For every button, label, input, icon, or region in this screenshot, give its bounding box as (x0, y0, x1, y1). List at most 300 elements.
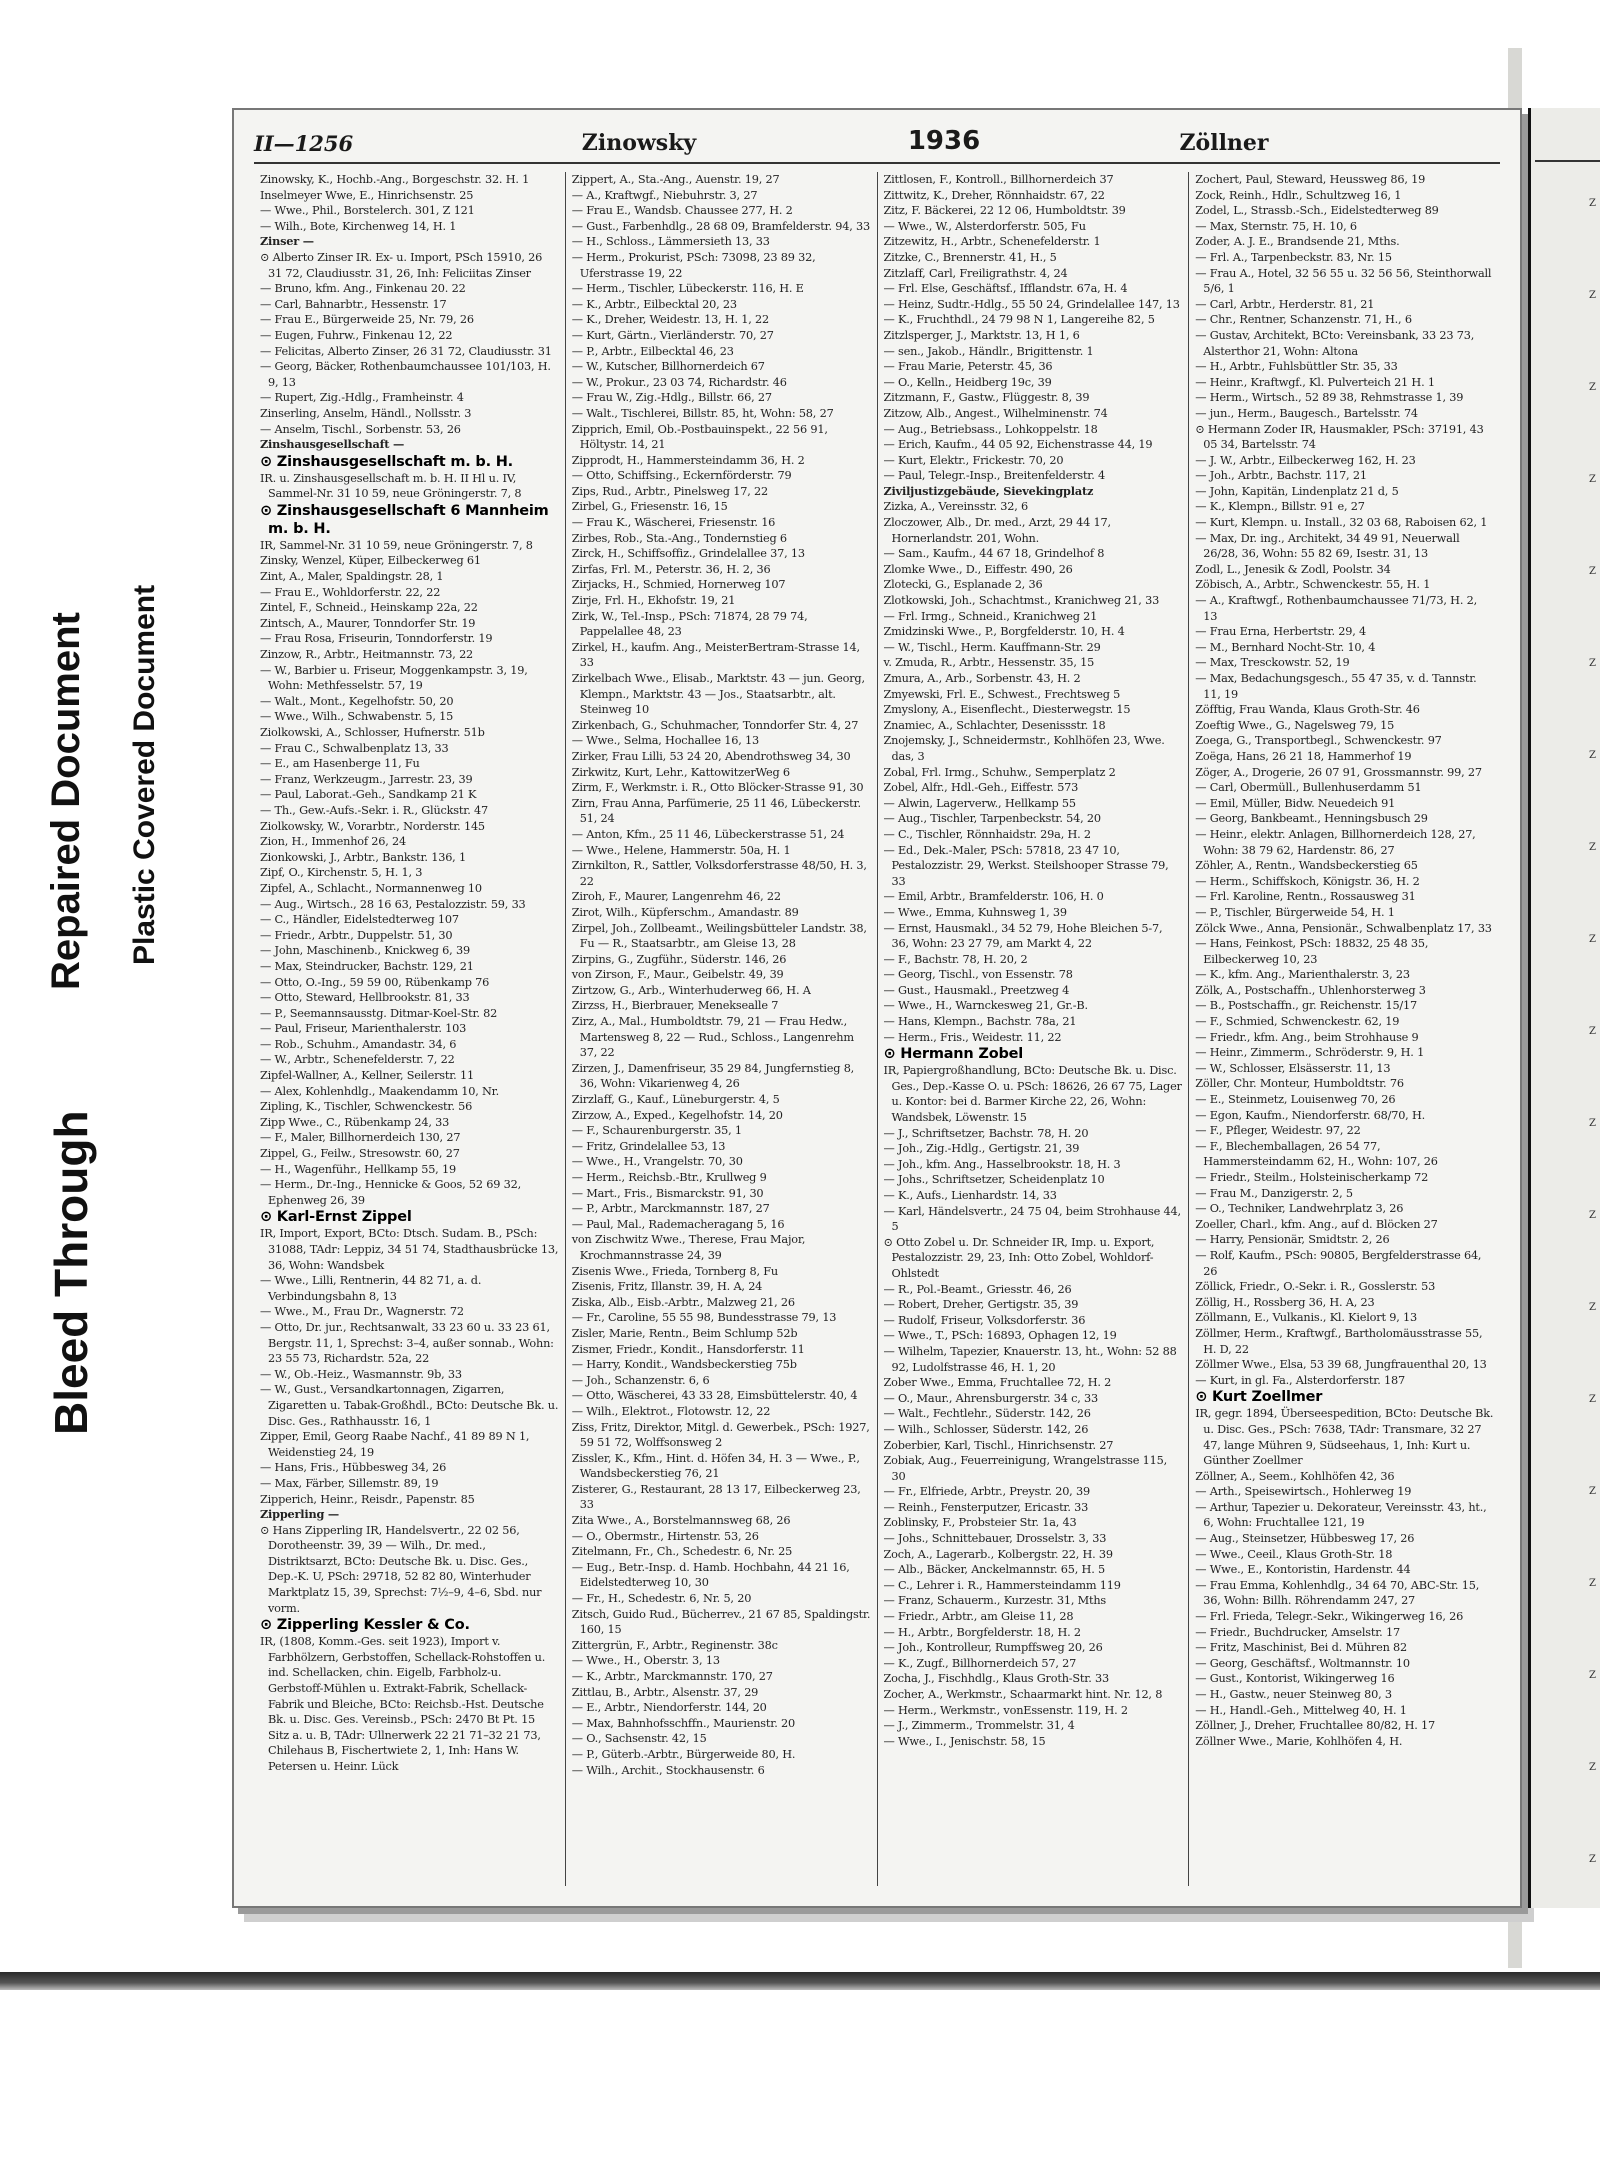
directory-entry: Zips, Rud., Arbtr., Pinelsweg 17, 22 (571, 484, 768, 498)
directory-entry: Zint, A., Maler, Spaldingstr. 28, 1 (260, 570, 444, 584)
surname-heading: Zinser — (260, 234, 314, 249)
directory-entry: Zöller, Chr. Monteur, Humboldtstr. 76 (1195, 1077, 1404, 1091)
next-page-letter: Z (1589, 1854, 1596, 1865)
directory-entry: — Aug., Tischler, Tarpenbeckstr. 54, 20 (883, 812, 1101, 826)
directory-entry: Zöllig, H., Rossberg 36, H. A, 23 (1195, 1295, 1375, 1309)
directory-entry: — Max, Sternstr. 75, H. 10, 6 (1195, 219, 1357, 233)
directory-entry: — J. W., Arbtr., Eilbeckerweg 162, H. 23 (1195, 453, 1416, 467)
directory-entry: — O., Maur., Ahrensburgerstr. 34 c, 33 (883, 1391, 1099, 1405)
directory-entry: — Wwe., W., Alsterdorferstr. 505, Fu (883, 219, 1086, 233)
directory-entry: — Wilhelm, Tapezier, Knauerstr. 13, ht., Wohn: 52 88 92, Ludolfstrasse 46, H. 1, 20 (883, 1344, 1177, 1374)
directory-entry: — F., Bachstr. 78, H. 20, 2 (883, 952, 1028, 966)
directory-entry: — Herm., Dr.-Ing., Hennicke & Goos, 52 69 32, Ephenweg 26, 39 (260, 1178, 521, 1207)
directory-entry: Zirpins, G., Zugführ., Süderstr. 146, 26 (571, 952, 787, 966)
directory-year: 1936 (907, 126, 981, 156)
next-page-letter: Z (1589, 934, 1596, 945)
directory-entry: Zoeller, Charl., kfm. Ang., auf d. Blöcken 27 (1195, 1217, 1438, 1231)
next-page-letter: Z (1589, 566, 1596, 577)
directory-entry: Zittergrün, F., Arbtr., Reginenstr. 38c (571, 1638, 778, 1652)
directory-entry: Zirfas, Frl. M., Peterstr. 36, H. 2, 36 (571, 562, 771, 576)
directory-entry: Zittwitz, K., Dreher, Rönnhaidstr. 67, 22 (883, 188, 1105, 202)
directory-entry: — Frau C., Schwalbenplatz 13, 33 (260, 741, 449, 755)
directory-entry: Zirkelbach Wwe., Elisab., Marktstr. 43 — jun. Georg, Klempn., Marktstr. 43 — Jos., Staatsarbtr., alt. Steinweg 10 (571, 672, 865, 717)
directory-entry: Zöllick, Friedr., O.-Sekr. i. R., Gosslerstr. 53 (1195, 1280, 1436, 1294)
bleed-through-stamp: Bleed Through (45, 1110, 97, 1435)
directory-entry: — Paul, Friseur, Marienthalerstr. 103 (260, 1022, 467, 1036)
directory-entry: — Frau K., Wäscherei, Friesenstr. 16 (571, 516, 776, 530)
directory-entry: — Otto, Steward, Hellbrookstr. 81, 33 (260, 991, 470, 1005)
directory-entry: Ziss, Fritz, Direktor, Mitgl. d. Gewerbek., PSch: 1927, 59 51 72, Wolffsonsweg 2 (571, 1420, 870, 1450)
directory-entry: — Georg, Bankbeamt., Henningsbusch 29 (1195, 812, 1428, 826)
directory-entry: — Joh., kfm. Ang., Hasselbrookstr. 18, H. 3 (883, 1157, 1121, 1171)
directory-entry: Zmyewski, Frl. E., Schwest., Frechtsweg 5 (883, 687, 1121, 701)
directory-entry: — Frau A., Hotel, 32 56 55 u. 32 56 56, Steinthorwall 5/6, 1 (1195, 266, 1492, 296)
next-page-letter: Z (1589, 1486, 1596, 1497)
directory-entry: — sen., Jakob., Händlr., Brigittenstr. 1 (883, 344, 1094, 358)
directory-entry: Zöhler, A., Rentn., Wandsbeckerstieg 65 (1195, 859, 1418, 873)
directory-entry: Zloczower, Alb., Dr. med., Arzt, 29 44 17, Hornerlandstr. 201, Wohn. (883, 516, 1111, 545)
directory-entry: — H., Schloss., Lämmersieth 13, 33 (571, 235, 770, 249)
scanner-bed-edge (0, 1972, 1600, 1990)
directory-column-2 (566, 172, 878, 1886)
directory-entry: — W., Schlosser, Elsässerstr. 11, 13 (1195, 1061, 1391, 1075)
directory-entry: Zoeftig Wwe., G., Nagelsweg 79, 15 (1195, 718, 1395, 732)
directory-entry: — O., Kelln., Heidberg 19c, 39 (883, 375, 1052, 389)
directory-entry: — Wwe., Helene, Hammerstr. 50a, H. 1 (571, 843, 791, 857)
directory-entry: — Hans, Klempn., Bachstr. 78a, 21 (883, 1015, 1077, 1029)
directory-entry: Zmidzinski Wwe., P., Borgfelderstr. 10, H. 4 (883, 625, 1125, 639)
directory-entry: — Max, Dr. ing., Architekt, 34 49 91, Neuerwall 26/28, 36, Wohn: 55 82 69, Isestr. 31, 13 (1195, 531, 1460, 561)
directory-entry: Zölk, A., Postschaffn., Uhlenhorsterweg 3 (1195, 983, 1426, 997)
directory-entry: — Georg, Bäcker, Rothenbaumchaussee 101/103, H. 9, 13 (260, 360, 551, 389)
directory-entry: — B., Postschaffn., gr. Reichenstr. 15/17 (1195, 999, 1418, 1013)
directory-entry: — Wilh., Schlosser, Süderstr. 142, 26 (883, 1422, 1089, 1436)
directory-entry: — Anton, Kfm., 25 11 46, Lübeckerstrasse 51, 24 (571, 827, 845, 841)
directory-entry: — Joh., Kontrolleur, Rumpffsweg 20, 26 (883, 1641, 1103, 1655)
directory-entry: — F., Schaurenburgerstr. 35, 1 (571, 1124, 742, 1138)
directory-entry: Zion, H., Immenhof 26, 24 (260, 835, 406, 849)
directory-entry: Zisler, Marie, Rentn., Beim Schlump 52b (571, 1326, 798, 1340)
directory-entry: — Fr., H., Schedestr. 6, Nr. 5, 20 (571, 1592, 752, 1606)
directory-entry: Zöbisch, A., Arbtr., Schwenckestr. 55, H. 1 (1195, 578, 1431, 592)
directory-entry: — Wwe., M., Frau Dr., Wagnerstr. 72 (260, 1305, 464, 1319)
directory-entry: Zöllmer, Herm., Kraftwgf., Bartholomäusstrasse 55, H. D, 22 (1195, 1326, 1483, 1356)
next-page-letter: Z (1589, 474, 1596, 485)
page-reference: II—1256 (254, 131, 354, 156)
directory-entry: Zintsch, A., Maurer, Tonndorfer Str. 19 (260, 616, 476, 630)
directory-entry: — K., Klempn., Billstr. 91 e, 27 (1195, 500, 1365, 514)
directory-entry: — Gust., Farbenhdlg., 28 68 09, Bramfelderstr. 94, 33 (571, 219, 871, 233)
directory-entry: Zirkwitz, Kurt, Lehr., KattowitzerWeg 6 (571, 765, 790, 779)
directory-entry: — Alwin, Lagerverw., Hellkamp 55 (883, 796, 1076, 810)
directory-entry: Zita Wwe., A., Borstelmannsweg 68, 26 (571, 1514, 791, 1528)
directory-entry: — W., Prokur., 23 03 74, Richardstr. 46 (571, 375, 787, 389)
directory-entry: — Rudolf, Friseur, Volksdorferstr. 36 (883, 1313, 1086, 1327)
directory-entry: — Frau E., Wohldorferstr. 22, 22 (260, 585, 441, 599)
directory-entry: von Zirson, F., Maur., Geibelstr. 49, 39 (571, 968, 784, 982)
directory-entry: — P., Tischler, Bürgerweide 54, H. 1 (1195, 905, 1395, 919)
directory-entry: Zisenis, Fritz, Illanstr. 39, H. A, 24 (571, 1280, 763, 1294)
directory-entry: IR, gegr. 1894, Überseespedition, BCto: Deutsche Bk. u. Disc. Ges., PSch: 7638, TAdr: Transmare, 32 27 47, lange Mühren 9, Südseehaus, 1, Inh: Kurt u. Günther Zoellmer (1195, 1407, 1494, 1468)
directory-entry: — Aug., Betriebsass., Lohkoppelstr. 18 (883, 422, 1098, 436)
next-page-letter: Z (1589, 290, 1596, 301)
directory-entry: — Eugen, Fuhrw., Finkenau 12, 22 (260, 328, 453, 342)
directory-entry: — O., Sachsenstr. 42, 15 (571, 1732, 707, 1746)
directory-entry: — Johs., Schriftsetzer, Scheidenplatz 10 (883, 1173, 1105, 1187)
directory-entry: — Alex, Kohlenhdlg., Maakendamm 10, Nr. (260, 1084, 500, 1098)
directory-entry: Zirje, Frl. H., Ekhofstr. 19, 21 (571, 594, 736, 608)
last-entry-name: Zöllner (1179, 130, 1269, 156)
next-page-letter: Z (1589, 1302, 1596, 1313)
first-entry-name: Zinowsky (581, 130, 697, 156)
directory-entry: Zittlau, B., Arbtr., Alsenstr. 37, 29 (571, 1685, 759, 1699)
directory-entry: Ziolkowsky, W., Vorarbtr., Norderstr. 145 (260, 819, 485, 833)
directory-entry: — Friedr., Buchdrucker, Amselstr. 17 (1195, 1625, 1400, 1639)
directory-entry: Zobal, Frl. Irmg., Schuhw., Semperplatz 2 (883, 765, 1116, 779)
directory-entry: — Paul, Laborat.-Geh., Sandkamp 21 K (260, 788, 477, 802)
directory-entry: — Kurt, Klempn. u. Install., 32 03 68, Raboisen 62, 1 (1195, 516, 1488, 530)
scanner-top (0, 0, 1600, 48)
directory-column-3 (878, 172, 1190, 1886)
directory-entry: Zöfftig, Frau Wanda, Klaus Groth-Str. 46 (1195, 703, 1420, 717)
directory-entry: — Otto, Schiffsing., Eckernförderstr. 79 (571, 469, 792, 483)
directory-entry: Zoder, A. J. E., Brandsende 21, Mths. (1195, 235, 1400, 249)
directory-entry: — Gustav, Architekt, BCto: Vereinsbank, 33 23 73, Alsterthor 21, Wohn: Altona (1195, 328, 1475, 358)
directory-entry: — Georg, Geschäftsf., Woltmannstr. 10 (1195, 1656, 1410, 1670)
directory-entry: — Wilh., Bote, Kirchenweg 14, H. 1 (260, 219, 457, 233)
next-page-letter: Z (1589, 1578, 1596, 1589)
directory-entry: Zirnkilton, R., Sattler, Volksdorferstrasse 48/50, H. 3, 22 (571, 859, 867, 888)
directory-entry: — Kurt, Elektr., Frickestr. 70, 20 (883, 453, 1064, 467)
directory-entry: — A., Kraftwgf., Niebuhrstr. 3, 27 (571, 188, 758, 202)
directory-entry: Zitzlaff, Carl, Freiligrathstr. 4, 24 (883, 266, 1068, 280)
directory-entry: — John, Kapitän, Lindenplatz 21 d, 5 (1195, 484, 1399, 498)
directory-entry: Zisenis Wwe., Frieda, Tornberg 8, Fu (571, 1264, 778, 1278)
directory-entry: — Wwe., H., Warnckesweg 21, Gr.-B. (883, 999, 1088, 1013)
directory-entry: — E., am Hasenberge 11, Fu (260, 757, 420, 771)
plastic-covered-stamp: Plastic Covered Document (128, 584, 161, 965)
directory-entry: Zipfel-Wallner, A., Kellner, Seilerstr. 11 (260, 1069, 474, 1083)
directory-entry: — Herm., Prokurist, PSch: 73098, 23 89 32, Uferstrasse 19, 22 (571, 250, 816, 280)
directory-entry: Zirck, H., Schiffsoffiz., Grindelallee 37, 13 (571, 547, 805, 561)
directory-entry: — H., Arbtr., Borgfelderstr. 18, H. 2 (883, 1625, 1081, 1639)
directory-entry: Zitzlsperger, J., Marktstr. 13, H 1, 6 (883, 328, 1080, 342)
directory-entry: Zitsch, Guido Rud., Bücherrev., 21 67 85, Spaldingstr. 160, 15 (571, 1607, 871, 1637)
directory-entry: — Rob., Schuhm., Amandastr. 34, 6 (260, 1037, 457, 1051)
directory-entry: ⊙ Hans Zipperling IR, Handelsvertr., 22 02 56, Dorotheenstr. 39, 39 — Wilh., Dr. med., Distriktsarzt, BCto: Deutsche Bk. u. Disc. Ges., Dep.-K. U, PSch: 29718, 52 82 80, Winterhuder Marktplatz 15, 39, Sprechst: 7½–9, 4–6, Sbd. nur vorm. (260, 1523, 542, 1615)
directory-entry: Zocher, A., Werkmstr., Schaarmarkt hint. Nr. 12, 8 (883, 1688, 1163, 1701)
directory-entry: — Frau Marie, Peterstr. 45, 36 (883, 360, 1053, 374)
directory-entry: — Wwe., H., Oberstr. 3, 13 (571, 1654, 720, 1668)
directory-entry: Zirm, F., Werkmstr. i. R., Otto Blöcker-Strasse 91, 30 (571, 781, 864, 795)
directory-entry: — K., Arbtr., Marckmannstr. 170, 27 (571, 1670, 773, 1683)
next-page-letter: Z (1589, 750, 1596, 761)
directory-entry: — Heinr., Zimmerm., Schröderstr. 9, H. 1 (1195, 1046, 1425, 1060)
directory-entry: — Aug., Wirtsch., 28 16 63, Pestalozzistr. 59, 33 (260, 897, 526, 911)
directory-entry: — Frau E., Wandsb. Chaussee 277, H. 2 (571, 204, 793, 218)
directory-entry: Zoëga, Hans, 26 21 18, Hammerhof 19 (1195, 749, 1412, 763)
directory-entry: — Alb., Bäcker, Anckelmannstr. 65, H. 5 (883, 1563, 1105, 1577)
firm-listing: ⊙ Kurt Zoellmer (1195, 1389, 1323, 1406)
directory-entry: — H., Arbtr., Fuhlsbüttler Str. 35, 33 (1195, 360, 1398, 374)
directory-entry: — C., Händler, Eidelstedterweg 107 (260, 913, 459, 927)
directory-entry: — E., Arbtr., Niendorferstr. 144, 20 (571, 1701, 767, 1715)
directory-entry: Zirz, A., Mal., Humboldtstr. 79, 21 — Frau Hedw., Martensweg 8, 22 — Rud., Schloss., Langenrehm 37, 22 (571, 1015, 854, 1060)
directory-entry: — Frl. Frieda, Telegr.-Sekr., Wikingerweg 16, 26 (1195, 1610, 1464, 1624)
directory-entry: — Kurt, Gärtn., Vierländerstr. 70, 27 (571, 328, 774, 342)
directory-entry: — Frau W., Zig.-Hdlg., Billstr. 66, 27 (571, 391, 772, 405)
directory-entry: Zlomke Wwe., D., Eiffestr. 490, 26 (883, 562, 1073, 576)
directory-entry: — W., Arbtr., Schenefelderstr. 7, 22 (260, 1053, 455, 1067)
directory-entry: — F., Maler, Billhornerdeich 130, 27 (260, 1131, 461, 1145)
directory-entry: — Paul, Mal., Rademacheragang 5, 16 (571, 1217, 785, 1231)
directory-entry: Zipperich, Heinr., Reisdr., Papenstr. 85 (260, 1492, 475, 1506)
directory-entry: Zitzewitz, H., Arbtr., Schenefelderstr. 1 (883, 235, 1101, 249)
directory-entry: — Franz, Schauerm., Kurzestr. 31, Mths (883, 1594, 1107, 1608)
directory-entry: Zipper, Emil, Georg Raabe Nachf., 41 89 89 N 1, Weidenstieg 24, 19 (260, 1430, 530, 1459)
directory-entry: Zock, Reinh., Hdlr., Schultzweg 16, 1 (1195, 188, 1402, 202)
directory-entry: — Fr., Caroline, 55 55 98, Bundesstrasse 79, 13 (571, 1311, 837, 1325)
next-page-letter: Z (1589, 1118, 1596, 1129)
directory-entry: — Hans, Fris., Hübbesweg 34, 26 (260, 1461, 447, 1475)
directory-entry: Zizka, A., Vereinsstr. 32, 6 (883, 500, 1029, 514)
directory-entry: — C., Tischler, Rönnhaidstr. 29a, H. 2 (883, 827, 1091, 841)
directory-entry: Zisterer, G., Restaurant, 28 13 17, Eilbeckerweg 23, 33 (571, 1482, 861, 1512)
directory-entry: Zionkowski, J., Arbtr., Bankstr. 136, 1 (260, 850, 466, 864)
directory-entry: — O., Obermstr., Hirtenstr. 53, 26 (571, 1529, 759, 1543)
directory-entry: — Franz, Werkzeugm., Jarrestr. 23, 39 (260, 772, 473, 786)
directory-entry: — J., Schriftsetzer, Bachstr. 78, H. 20 (883, 1126, 1089, 1140)
directory-entry: — Wwe., Lilli, Rentnerin, 44 82 71, a. d. Verbindungsbahn 8, 13 (260, 1274, 482, 1303)
directory-entry: — Wwe., Selma, Hochallee 16, 13 (571, 734, 759, 748)
directory-entry: — K., kfm. Ang., Marienthalerstr. 3, 23 (1195, 968, 1410, 982)
directory-entry: — Gust., Kontorist, Wikingerweg 16 (1195, 1672, 1395, 1686)
directory-entry: Zipprodt, H., Hammersteindamm 36, H. 2 (571, 453, 805, 467)
directory-entry: Zittlosen, F., Kontroll., Billhornerdeich 37 (883, 173, 1114, 186)
directory-entry: — Kurt, in gl. Fa., Alsterdorferstr. 187 (1195, 1373, 1405, 1387)
directory-entry: — Frau Rosa, Friseurin, Tonndorferstr. 19 (260, 632, 493, 646)
directory-entry: Zöllner, A., Seem., Kohlhöfen 42, 36 (1195, 1469, 1395, 1483)
directory-entry: — Max, Tresckowstr. 52, 19 (1195, 656, 1350, 670)
next-page-letter: Z (1589, 382, 1596, 393)
directory-entry: — K., Fruchthdl., 24 79 98 N 1, Langereihe 82, 5 (883, 313, 1155, 327)
directory-entry: — F., Schmied, Schwenckestr. 62, 19 (1195, 1015, 1400, 1029)
directory-entry: — P., Arbtr., Marckmannstr. 187, 27 (571, 1202, 770, 1216)
directory-entry: Zlotkowski, Joh., Schachtmst., Kranichweg 21, 33 (883, 594, 1160, 608)
directory-entry: — E., Steinmetz, Louisenweg 70, 26 (1195, 1093, 1396, 1107)
directory-entry: — Fritz, Grindelallee 53, 13 (571, 1139, 726, 1153)
directory-entry: — K., Dreher, Weidestr. 13, H. 1, 22 (571, 313, 770, 327)
directory-entry: — Hans, Feinkost, PSch: 18832, 25 48 35, Eilbeckerweg 10, 23 (1195, 937, 1429, 966)
directory-entry: ⊙ Otto Zobel u. Dr. Schneider IR, Imp. u. Export, Pestalozzistr. 29, 23, Inh: Otto Zobel, Wohldorf-Ohlstedt (883, 1235, 1155, 1280)
directory-page (232, 108, 1522, 1908)
directory-entry: — Herm., Tischler, Lübeckerstr. 116, H. E (571, 282, 804, 296)
directory-entry: — Joh., Arbtr., Bachstr. 117, 21 (1195, 469, 1367, 483)
next-page-letter: Z (1589, 1210, 1596, 1221)
directory-entry: Zirpel, Joh., Zollbeamt., Weilingsbütteler Landstr. 38, Fu — R., Staatsarbtr., am Gleise 13, 28 (571, 921, 867, 951)
directory-entry: Zipfel, A., Schlacht., Normannenweg 10 (260, 881, 482, 895)
directory-entry: — Friedr., Arbtr., Duppelstr. 51, 30 (260, 928, 453, 942)
directory-entry: Ziska, Alb., Eisb.-Arbtr., Malzweg 21, 26 (571, 1295, 795, 1309)
directory-entry: v. Zmuda, R., Arbtr., Hessenstr. 35, 15 (883, 656, 1095, 670)
next-page-letter: Z (1589, 842, 1596, 853)
directory-entry: — Frau M., Danzigerstr. 2, 5 (1195, 1186, 1353, 1200)
next-page-letter: Z (1589, 198, 1596, 209)
directory-entry: Zobel, Alfr., Hdl.-Geh., Eiffestr. 573 (883, 781, 1079, 795)
repaired-document-stamp: Repaired Document (44, 612, 88, 990)
next-page-letter: Z (1589, 1026, 1596, 1037)
directory-columns (254, 172, 1500, 1886)
next-page-letter: Z (1589, 1394, 1596, 1405)
directory-entry: Zismer, Friedr., Kondit., Hansdorferstr. 11 (571, 1342, 805, 1356)
directory-entry: Zobiak, Aug., Feuerreinigung, Wrangelstrasse 115, 30 (883, 1454, 1167, 1483)
directory-entry: — Th., Gew.-Aufs.-Sekr. i. R., Glückstr. 47 (260, 803, 488, 817)
directory-entry: — Wwe., I., Jenischstr. 58, 15 (883, 1734, 1046, 1748)
directory-entry: — Emil, Müller, Bidw. Neuedeich 91 (1195, 796, 1396, 810)
directory-entry: Zölck Wwe., Anna, Pensionär., Schwalbenplatz 17, 33 (1195, 921, 1492, 935)
directory-entry: — F., Pfleger, Weidestr. 97, 22 (1195, 1124, 1361, 1138)
directory-entry: IR, Import, Export, BCto: Dtsch. Sudam. B., PSch: 31088, TAdr: Leppiz, 34 51 74, Stadthausbrücke 13, 36, Wohn: Wandsbek (260, 1227, 559, 1272)
directory-entry: IR, Papiergroßhandlung, BCto: Deutsche Bk. u. Disc. Ges., Dep.-Kasse O. u. PSch: 18626, 26 67 75, Lager u. Kontor: bei d. Barmer Kirche 22, 26, Wohn: Wandsbek, Löwenstr. 15 (883, 1064, 1182, 1125)
directory-entry: — R., Pol.-Beamt., Griesstr. 46, 26 (883, 1282, 1072, 1296)
directory-entry: — Joh., Zig.-Hdlg., Gertigstr. 21, 39 (883, 1142, 1080, 1156)
directory-entry: — Harry, Kondit., Wandsbeckerstieg 75b (571, 1358, 797, 1372)
directory-entry: — John, Maschinenb., Knickweg 6, 39 (260, 944, 470, 958)
directory-entry: Zoblinsky, F., Probsteier Str. 1a, 43 (883, 1516, 1077, 1530)
directory-entry: — Wwe., T., PSch: 16893, Ophagen 12, 19 (883, 1329, 1117, 1343)
directory-entry: — Egon, Kaufm., Niendorferstr. 68/70, H. (1195, 1108, 1426, 1122)
directory-entry: ⊙ Alberto Zinser IR. Ex- u. Import, PSch 15910, 26 31 72, Claudiusstr. 31, 26, Inh: Feliciitas Zinser (260, 250, 543, 280)
directory-entry: — Ed., Dek.-Maler, PSch: 57818, 23 47 10, Pestalozzistr. 29, Werkst. Steilshooper Strasse 79, 33 (883, 843, 1169, 888)
directory-entry: — W., Kutscher, Billhornerdeich 67 (571, 360, 765, 374)
directory-entry: Zoega, G., Transportbegl., Schwenckestr. 97 (1195, 734, 1442, 748)
directory-entry: Zitz, F. Bäckerei, 22 12 06, Humboldtstr. 39 (883, 204, 1126, 218)
directory-entry: Zocha, J., Fischhdlg., Klaus Groth-Str. 33 (883, 1672, 1109, 1686)
directory-entry: Zöger, A., Drogerie, 26 07 91, Grossmannstr. 99, 27 (1195, 765, 1482, 779)
directory-entry: — Otto, O.-Ing., 59 59 00, Rübenkamp 76 (260, 975, 490, 989)
directory-entry: Zirzlaff, G., Kauf., Lüneburgerstr. 4, 5 (571, 1093, 780, 1107)
directory-entry: — Rolf, Kaufm., PSch: 90805, Bergfelderstrasse 64, 26 (1195, 1248, 1482, 1278)
directory-entry: — P., Güterb.-Arbtr., Bürgerweide 80, H. (571, 1747, 796, 1761)
directory-entry: — Fr., Elfriede, Arbtr., Preystr. 20, 39 (883, 1485, 1090, 1499)
directory-entry: IR, Sammel-Nr. 31 10 59, neue Gröningerstr. 7, 8 (260, 538, 533, 552)
directory-entry: Zissler, K., Kfm., Hint. d. Höfen 34, H. 3 — Wwe., P., Wandsbeckerstieg 76, 21 (571, 1451, 860, 1481)
directory-entry: — Otto, Wäscherei, 43 33 28, Eimsbüttelerstr. 40, 4 (571, 1389, 858, 1403)
directory-entry: — Johs., Schnittebauer, Drosselstr. 3, 33 (883, 1532, 1107, 1546)
directory-entry: Zitzow, Alb., Angest., Wilhelminenstr. 74 (883, 406, 1108, 420)
directory-entry: — Rupert, Zig.-Hdlg., Framheinstr. 4 (260, 391, 464, 405)
directory-entry: Zinserling, Anselm, Händl., Nollsstr. 3 (260, 406, 472, 420)
directory-entry: — Carl, Obermüll., Bullenhuserdamm 51 (1195, 781, 1422, 795)
directory-entry: Zodel, L., Strassb.-Sch., Eidelstedterweg 89 (1195, 204, 1439, 218)
directory-entry: — Friedr., kfm. Ang., beim Strohhause 9 (1195, 1030, 1419, 1044)
directory-entry: — H., Gastw., neuer Steinweg 80, 3 (1195, 1688, 1392, 1701)
directory-entry: Zirzen, J., Damenfriseur, 35 29 84, Jungfernstieg 8, 36, Wohn: Vikarienweg 4, 26 (571, 1061, 855, 1091)
directory-entry: — Joh., Schanzenstr. 6, 6 (571, 1373, 710, 1387)
directory-entry: — Carl, Bahnarbtr., Hessenstr. 17 (260, 297, 447, 311)
directory-entry: — Felicitas, Alberto Zinser, 26 31 72, Claudiusstr. 31 (260, 344, 552, 358)
directory-entry: — Herm., Fris., Weidestr. 11, 22 (883, 1030, 1062, 1044)
directory-entry: — Sam., Kaufm., 44 67 18, Grindelhof 8 (883, 547, 1105, 561)
directory-entry: Zober Wwe., Emma, Fruchtallee 72, H. 2 (883, 1376, 1112, 1390)
directory-entry: Zirker, Frau Lilli, 53 24 20, Abendrothsweg 34, 30 (571, 749, 851, 763)
directory-entry: — Anselm, Tischl., Sorbenstr. 53, 26 (260, 422, 461, 436)
directory-entry: — Emil, Arbtr., Bramfelderstr. 106, H. 0 (883, 890, 1104, 904)
directory-entry: — Arth., Speisewirtsch., Hohlerweg 19 (1195, 1485, 1412, 1499)
directory-entry: Zirkel, H., kaufm. Ang., MeisterBertram-Strasse 14, 33 (571, 640, 860, 670)
directory-entry: — O., Techniker, Landwehrplatz 3, 26 (1195, 1202, 1404, 1216)
directory-entry: Zoberbier, Karl, Tischl., Hinrichsenstr. 27 (883, 1438, 1114, 1452)
directory-entry: Zmura, A., Arb., Sorbenstr. 43, H. 2 (883, 672, 1081, 685)
page-header (254, 124, 1500, 164)
directory-entry: — Max, Bedachungsgesch., 55 47 35, v. d. Tannstr. 11, 19 (1195, 672, 1477, 701)
firm-listing: ⊙ Zinshausgesellschaft 6 Mannheim m. b. H. (260, 502, 549, 537)
directory-entry: — Herm., Wirtsch., 52 89 38, Rehmstrasse 1, 39 (1195, 391, 1464, 405)
directory-column-4 (1189, 172, 1500, 1886)
directory-entry: — W., Ob.-Heiz., Wasmannstr. 9b, 33 (260, 1367, 462, 1381)
directory-entry: — Ernst, Hausmakl., 34 52 79, Hohe Bleichen 5-7, 36, Wohn: 23 27 79, am Markt 4, 22 (883, 921, 1163, 951)
directory-entry: Zirzow, A., Exped., Kegelhofstr. 14, 20 (571, 1108, 783, 1122)
directory-entry: — Max, Steindrucker, Bachstr. 129, 21 (260, 959, 474, 973)
surname-heading: Ziviljustizgebäude, Sievekingplatz (883, 483, 1094, 498)
directory-entry: Zirtzow, G., Arb., Winterhuderweg 66, H. A (571, 983, 811, 997)
directory-entry: — Paul, Telegr.-Insp., Breitenfelderstr. 4 (883, 469, 1106, 483)
directory-entry: — F., Blechemballagen, 26 54 77, Hammersteindamm 62, H., Wohn: 107, 26 (1195, 1139, 1438, 1169)
directory-entry: — Frl. Else, Geschäftsf., Ifflandstr. 67a, H. 4 (883, 282, 1128, 296)
firm-listing: ⊙ Zinshausgesellschaft m. b. H. (260, 453, 513, 470)
directory-entry: — Frl. Karoline, Rentn., Rossausweg 31 (1195, 890, 1416, 904)
next-page-letter: Z (1589, 1762, 1596, 1773)
directory-entry: Znamiec, A., Schlachter, Desenissstr. 18 (883, 718, 1106, 732)
surname-heading: Zinshausgesellschaft — (260, 437, 405, 452)
directory-entry: — H., Handl.-Geh., Mittelweg 40, H. 1 (1195, 1703, 1407, 1717)
directory-entry: — Wwe., E., Kontoristin, Hardenstr. 44 (1195, 1563, 1411, 1577)
directory-entry: Zipling, K., Tischler, Schwenckestr. 56 (260, 1100, 473, 1114)
directory-entry: Zitzke, C., Brennerstr. 41, H., 5 (883, 250, 1057, 264)
directory-entry: Zlotecki, G., Esplanade 2, 36 (883, 578, 1043, 592)
next-page-header-rule (1535, 160, 1600, 162)
directory-entry: — Otto, Dr. jur., Rechtsanwalt, 33 23 60 u. 33 23 61, Bergstr. 11, 1, Sprechst: 3–4, außer sonnab., Wohn: 23 55 73, Richardstr. 52a, 22 (260, 1320, 554, 1366)
directory-entry: — Herm., Schiffskoch, Königstr. 36, H. 2 (1195, 874, 1420, 888)
directory-entry: — H., Wagenführ., Hellkamp 55, 19 (260, 1162, 456, 1176)
directory-entry: — W., Tischl., Herm. Kauffmann-Str. 29 (883, 640, 1101, 654)
directory-entry: — Max, Färber, Sillemstr. 89, 19 (260, 1476, 439, 1490)
directory-entry: — Wilh., Archit., Stockhausenstr. 6 (571, 1763, 765, 1777)
directory-entry: — C., Lehrer i. R., Hammersteindamm 119 (883, 1578, 1121, 1592)
firm-listing: ⊙ Zipperling Kessler & Co. (260, 1617, 470, 1634)
directory-entry: Zirkenbach, G., Schuhmacher, Tonndorfer Str. 4, 27 (571, 718, 859, 732)
directory-entry: Zipprich, Emil, Ob.-Postbauinspekt., 22 56 91, Höltystr. 14, 21 (571, 422, 828, 452)
directory-entry: Zoch, A., Lagerarb., Kolbergstr. 22, H. 39 (883, 1547, 1113, 1561)
directory-entry: — Wwe., H., Vrangelstr. 70, 30 (571, 1155, 743, 1169)
directory-entry: — Wilh., Elektrot., Flotowstr. 12, 22 (571, 1404, 771, 1418)
directory-entry: Zodl, L., Jenesik & Zodl, Poolstr. 34 (1195, 562, 1391, 576)
directory-entry: — Bruno, kfm. Ang., Finkenau 20. 22 (260, 282, 466, 296)
directory-entry: — Heinz, Sudtr.-Hdlg., 55 50 24, Grindelallee 147, 13 (883, 297, 1180, 311)
directory-entry: — Eug., Betr.-Insp. d. Hamb. Hochbahn, 44 21 16, Eidelstedterweg 10, 30 (571, 1560, 850, 1590)
directory-entry: — Wwe., Wilh., Schwabenstr. 5, 15 (260, 710, 454, 724)
directory-entry: — P., Seemannsausstg. Ditmar-Koel-Str. 82 (260, 1006, 498, 1020)
directory-entry: — Frau Erna, Herbertstr. 29, 4 (1195, 625, 1367, 639)
directory-entry: Zirbel, G., Friesenstr. 16, 15 (571, 500, 728, 514)
directory-entry: Zirzss, H., Bierbrauer, Meneksealle 7 (571, 999, 779, 1013)
directory-entry: — J., Zimmerm., Trommelstr. 31, 4 (883, 1719, 1075, 1733)
directory-entry: — Georg, Tischl., von Essenstr. 78 (883, 968, 1073, 982)
directory-entry: Zöllmer Wwe., Elsa, 53 39 68, Jungfrauenthal 20, 13 (1195, 1358, 1487, 1372)
directory-entry: — Fritz, Maschinist, Bei d. Mühren 82 (1195, 1641, 1408, 1655)
directory-entry: Zirk, W., Tel.-Insp., PSch: 71874, 28 79 74, Pappelallee 48, 23 (571, 609, 808, 639)
directory-entry: Zirbes, Rob., Sta.-Ang., Tondernstieg 6 (571, 531, 787, 545)
